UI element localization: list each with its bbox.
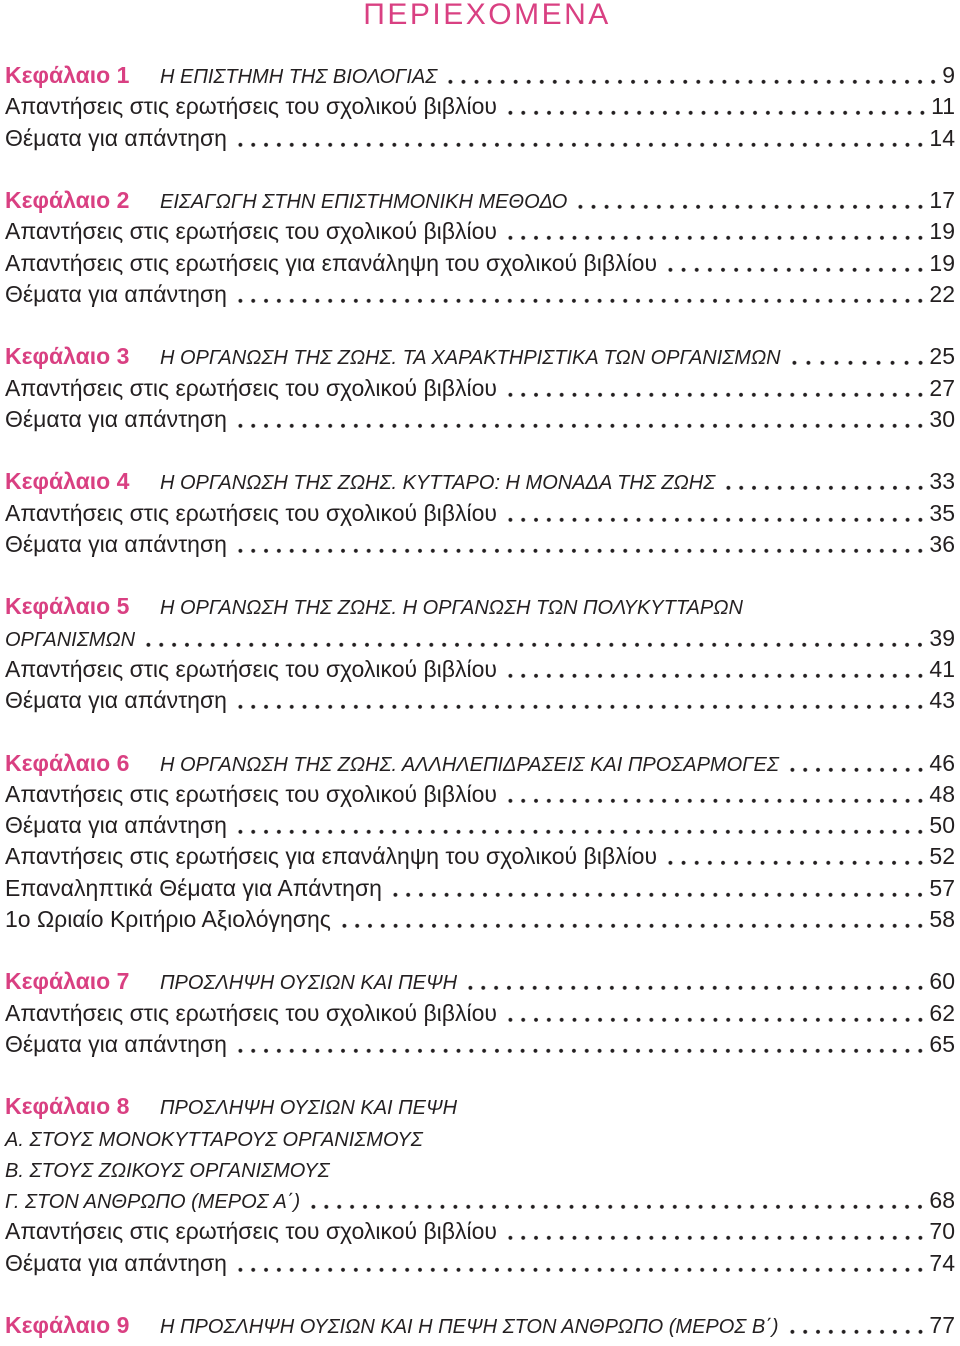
chapter-label: Κεφάλαιο 9 — [5, 1312, 130, 1338]
dot-leader — [664, 248, 927, 279]
dot-leader — [338, 904, 928, 935]
toc-entry — [5, 91, 955, 122]
dot-leader — [389, 873, 927, 904]
chapter-group — [5, 748, 955, 936]
toc-entry — [5, 498, 955, 529]
page-number: 25 — [929, 343, 955, 370]
dot-leader — [234, 123, 927, 154]
dot-leader — [504, 373, 927, 404]
section-line — [5, 1185, 300, 1216]
dot-leader — [444, 60, 940, 91]
chapter-title: Η ΟΡΓΑΝΩΣΗ ΤΗΣ ΖΩΗΣ. ΑΛΛΗΛΕΠΙΔΡΑΣΕΙΣ ΚΑΙ ΠΡΟΣΑΡΜΟΓΕΣ — [160, 753, 779, 776]
entry-title: Θέματα για απάντηση — [5, 530, 227, 557]
section-title: Β. ΣΤΟΥΣ ΖΩΙΚΟΥΣ ΟΡΓΑΝΙΣΜΟΥΣ — [5, 1159, 330, 1182]
entry-title: Απαντήσεις στις ερωτήσεις του σχολικού βιβλίου — [5, 218, 497, 245]
page-number: 74 — [929, 1249, 955, 1276]
chapter-title: ΠΡΟΣΛΗΨΗ ΟΥΣΙΩΝ ΚΑΙ ΠΕΨΗ — [160, 1097, 458, 1120]
toc-entry — [5, 685, 955, 716]
chapter-section — [5, 1154, 955, 1185]
chapter-title-continuation — [5, 623, 955, 654]
page-number: 22 — [929, 280, 955, 307]
page-number: 48 — [929, 780, 955, 807]
toc-entry — [5, 279, 955, 310]
section-line — [5, 1154, 330, 1185]
entry-title: Απαντήσεις στις ερωτήσεις του σχολικού βιβλίου — [5, 999, 497, 1026]
dot-leader — [504, 91, 929, 122]
chapter-heading-row — [5, 966, 955, 997]
chapter-label: Κεφάλαιο 3 — [5, 343, 130, 370]
toc-entry — [5, 1029, 955, 1060]
table-of-contents — [5, 60, 955, 1341]
dot-leader — [142, 623, 927, 654]
toc-entry — [5, 873, 955, 904]
chapter-title: Η ΕΠΙΣΤΗΜΗ ΤΗΣ ΒΙΟΛΟΓΙΑΣ — [160, 66, 438, 88]
chapter-group — [5, 966, 955, 1060]
chapter-group — [5, 60, 955, 154]
chapter-label: Κεφάλαιο 7 — [5, 968, 130, 995]
chapter-heading-row — [5, 591, 955, 622]
entry-title: Απαντήσεις στις ερωτήσεις για επανάληψη του σχολικού βιβλίου — [5, 249, 658, 276]
section-title: Γ. ΣΤΟΝ ΑΝΘΡΩΠΟ (ΜΕΡΟΣ Α΄) — [5, 1191, 301, 1213]
chapter-heading — [5, 185, 567, 216]
page-number: 30 — [929, 405, 955, 432]
dot-leader — [234, 1248, 927, 1279]
entry-title: Θέματα για απάντηση — [5, 124, 227, 151]
toc-entry — [5, 841, 955, 872]
dot-leader — [234, 279, 927, 310]
page-number: 46 — [929, 749, 955, 776]
chapter-title: Η ΟΡΓΑΝΩΣΗ ΤΗΣ ΖΩΗΣ. Η ΟΡΓΑΝΩΣΗ ΤΩΝ ΠΟΛΥΚΥΤΤΑΡΩΝ — [160, 597, 743, 620]
chapter-label: Κεφάλαιο 5 — [5, 593, 130, 620]
dot-leader — [307, 1185, 927, 1216]
section-title: Α. ΣΤΟΥΣ ΜΟΝΟΚΥΤΤΑΡΟΥΣ ΟΡΓΑΝΙΣΜΟΥΣ — [5, 1128, 423, 1151]
chapter-heading — [5, 341, 781, 372]
chapter-heading — [5, 466, 715, 497]
page-number: 62 — [929, 999, 955, 1026]
toc-entry — [5, 373, 955, 404]
entry-title: Απαντήσεις στις ερωτήσεις για επανάληψη του σχολικού βιβλίου — [5, 843, 658, 870]
page-number: 14 — [929, 124, 955, 151]
chapter-title: Η ΟΡΓΑΝΩΣΗ ΤΗΣ ΖΩΗΣ. ΤΑ ΧΑΡΑΚΤΗΡΙΣΤΙΚΑ ΤΩΝ ΟΡΓΑΝΙΣΜΩΝ — [160, 347, 781, 370]
page-number: 17 — [929, 187, 955, 213]
chapter-heading — [5, 966, 457, 997]
chapter-title: ΠΡΟΣΛΗΨΗ ΟΥΣΙΩΝ ΚΑΙ ΠΕΨΗ — [160, 972, 458, 995]
page-number: 41 — [929, 655, 955, 682]
chapter-title: ΕΙΣΑΓΩΓΗ ΣΤΗΝ ΕΠΙΣΤΗΜΟΝΙΚΗ ΜΕΘΟΔΟ — [160, 191, 568, 213]
chapter-heading-row — [5, 341, 955, 372]
entry-title: Απαντήσεις στις ερωτήσεις του σχολικού βιβλίου — [5, 499, 497, 526]
entry-title: Θέματα για απάντηση — [5, 687, 227, 713]
toc-entry — [5, 248, 955, 279]
page-number: 39 — [929, 624, 955, 651]
chapter-heading-row — [5, 1091, 955, 1122]
page-number: 50 — [929, 812, 955, 838]
page-number: 58 — [929, 905, 955, 932]
page-number: 19 — [929, 218, 955, 245]
dot-leader — [722, 466, 927, 497]
page-number: 9 — [942, 62, 955, 88]
page-number: 43 — [929, 687, 955, 713]
chapter-label: Κεφάλαιο 4 — [5, 468, 130, 495]
chapter-group — [5, 341, 955, 435]
toc-entry — [5, 998, 955, 1029]
chapter-heading-row — [5, 466, 955, 497]
dot-leader — [664, 841, 927, 872]
toc-entry — [5, 529, 955, 560]
chapter-heading-row — [5, 185, 955, 216]
chapter-heading — [5, 748, 779, 779]
toc-entry — [5, 654, 955, 685]
dot-leader — [234, 404, 927, 435]
entry-title: Απαντήσεις στις ερωτήσεις του σχολικού βιβλίου — [5, 780, 497, 807]
dot-leader — [574, 185, 927, 216]
toc-entry — [5, 1216, 955, 1247]
chapter-heading — [5, 60, 437, 91]
dot-leader — [234, 529, 927, 560]
chapter-label: Κεφάλαιο 8 — [5, 1093, 130, 1120]
entry-title: Απαντήσεις στις ερωτήσεις του σχολικού βιβλίου — [5, 374, 497, 401]
page-title: ΠΕΡΙΕΧΟΜΕΝΑ — [363, 0, 611, 31]
page-number: 19 — [929, 249, 955, 276]
dot-leader — [788, 341, 928, 372]
dot-leader — [234, 810, 927, 841]
toc-entry — [5, 810, 955, 841]
entry-title: Επαναληπτικά Θέματα για Απάντηση — [5, 874, 382, 901]
chapter-title-continued: ΟΡΓΑΝΙΣΜΩΝ — [5, 628, 136, 651]
chapter-section — [5, 1185, 955, 1216]
chapter-label: Κεφάλαιο 6 — [5, 749, 130, 776]
dot-leader — [464, 966, 927, 997]
page-number: 27 — [929, 374, 955, 401]
chapter-label: Κεφάλαιο 1 — [5, 62, 130, 88]
chapter-label: Κεφάλαιο 2 — [5, 187, 130, 213]
dot-leader — [504, 998, 927, 1029]
page-number: 70 — [929, 1218, 955, 1245]
toc-entry — [5, 904, 955, 935]
chapter-group — [5, 185, 955, 310]
dot-leader — [504, 216, 927, 247]
dot-leader — [786, 748, 928, 779]
chapter-group — [5, 591, 955, 716]
page-number: 36 — [929, 530, 955, 557]
entry-title: Θέματα για απάντηση — [5, 812, 227, 838]
toc-entry — [5, 216, 955, 247]
entry-title: Θέματα για απάντηση — [5, 1030, 227, 1057]
page-number: 77 — [929, 1312, 955, 1338]
page-number: 57 — [929, 874, 955, 901]
chapter-heading-row — [5, 60, 955, 91]
entry-title: 1ο Ωριαίο Κριτήριο Αξιολόγησης — [5, 905, 331, 932]
entry-title: Θέματα για απάντηση — [5, 280, 227, 307]
chapter-group — [5, 1310, 955, 1341]
toc-entry — [5, 1248, 955, 1279]
dot-leader — [504, 498, 927, 529]
chapter-heading — [5, 591, 743, 622]
page-number: 35 — [929, 499, 955, 526]
dot-leader — [234, 685, 927, 716]
chapter-heading — [5, 1310, 779, 1341]
dot-leader — [504, 1216, 927, 1247]
chapter-heading — [5, 1091, 457, 1122]
entry-title: Θέματα για απάντηση — [5, 405, 227, 432]
dot-leader — [504, 779, 927, 810]
dot-leader — [786, 1310, 928, 1341]
entry-title: Απαντήσεις στις ερωτήσεις του σχολικού βιβλίου — [5, 93, 497, 120]
entry-title: Απαντήσεις στις ερωτήσεις του σχολικού βιβλίου — [5, 1218, 497, 1245]
toc-entry — [5, 779, 955, 810]
entry-title: Θέματα για απάντηση — [5, 1249, 227, 1276]
chapter-title-line — [5, 623, 135, 654]
page-number: 68 — [929, 1187, 955, 1213]
chapter-title: Η ΟΡΓΑΝΩΣΗ ΤΗΣ ΖΩΗΣ. ΚΥΤΤΑΡΟ: Η ΜΟΝΑΔΑ ΤΗΣ ΖΩΗΣ — [160, 472, 716, 495]
chapter-section — [5, 1123, 955, 1154]
page-number: 60 — [929, 968, 955, 995]
dot-leader — [504, 654, 927, 685]
page-number: 11 — [931, 93, 955, 120]
dot-leader — [234, 1029, 927, 1060]
toc-entry — [5, 404, 955, 435]
section-line — [5, 1123, 423, 1154]
entry-title: Απαντήσεις στις ερωτήσεις του σχολικού βιβλίου — [5, 655, 497, 682]
toc-entry — [5, 123, 955, 154]
chapter-title: Η ΠΡΟΣΛΗΨΗ ΟΥΣΙΩΝ ΚΑΙ Η ΠΕΨΗ ΣΤΟΝ ΑΝΘΡΩΠΟ (ΜΕΡΟΣ Β΄) — [160, 1316, 779, 1338]
chapter-heading-row — [5, 1310, 955, 1341]
page-number: 52 — [929, 843, 955, 870]
page-number: 33 — [929, 468, 955, 495]
chapter-group — [5, 1091, 955, 1279]
page-number: 65 — [929, 1030, 955, 1057]
chapter-group — [5, 466, 955, 560]
chapter-heading-row — [5, 748, 955, 779]
